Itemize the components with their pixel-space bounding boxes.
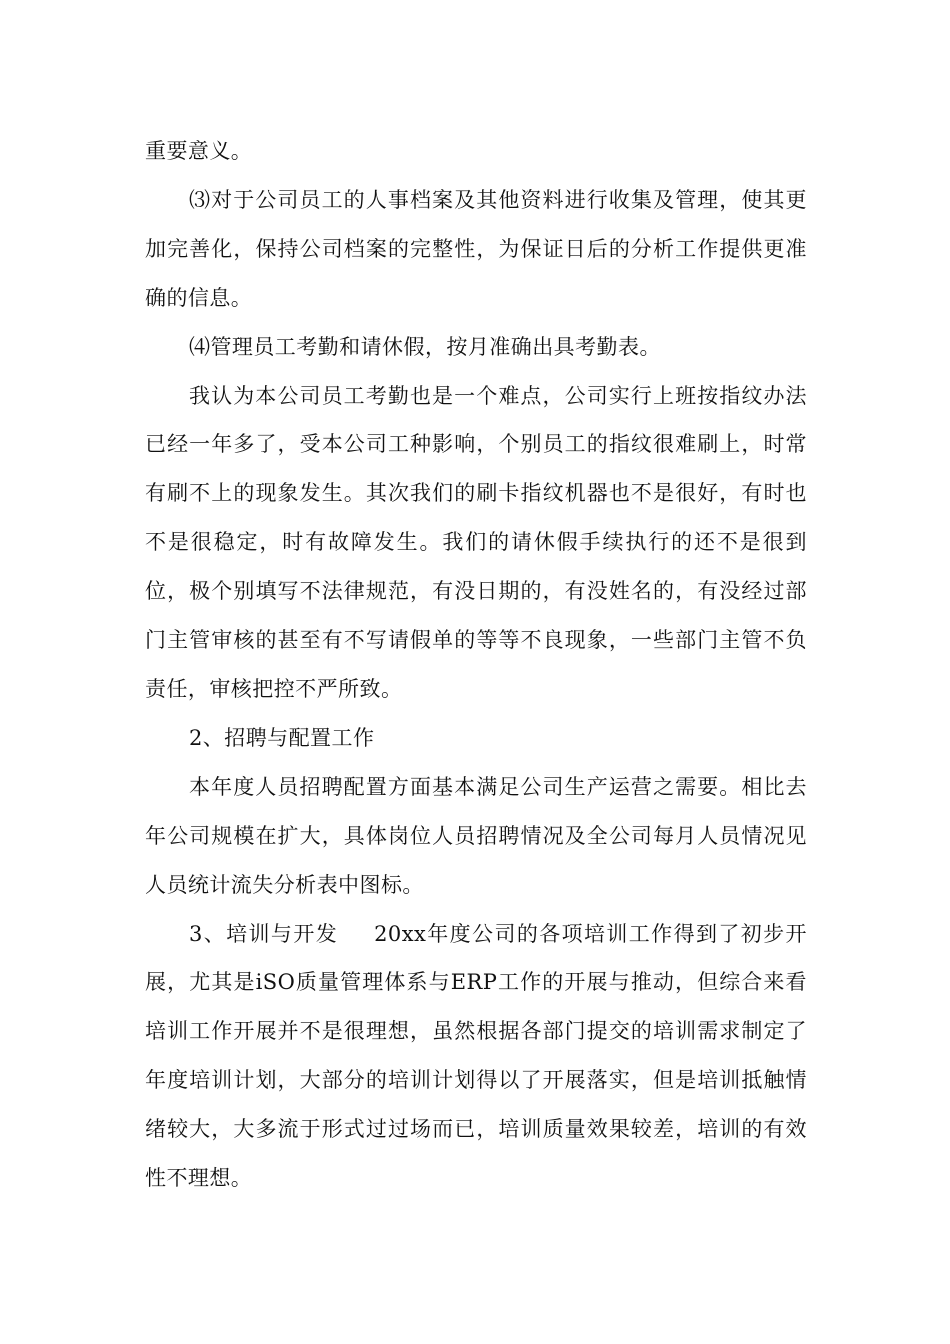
paragraph-continuation: 重要意义。 <box>145 139 253 163</box>
section-heading-training: 3、培训与开发 <box>189 921 339 946</box>
paragraph-training <box>145 910 807 1203</box>
paragraph-item-3: ⑶对于公司员工的人事档案及其他资料进行收集及管理，使其更加完善化，保持公司档案的完整性，为保证日后的分析工作提供更准确的信息。 <box>145 187 807 310</box>
paragraph-item-4: ⑷管理员工考勤和请休假，按月准确出具考勤表。 <box>189 334 661 359</box>
section-heading-recruitment: 2、招聘与配置工作 <box>189 725 375 750</box>
paragraph-recruitment: 本年度人员招聘配置方面基本满足公司生产运营之需要。相比去年公司规模在扩大，具体岗位人员招聘情况及全公司每月人员情况见人员统计流失分析表中图标。 <box>145 774 807 897</box>
document-body <box>145 127 807 1203</box>
training-body: 20xx年度公司的各项培训工作得到了初步开展，尤其是iSO质量管理体系与ERP工作的开展与推动，但综合来看培训工作开展并不是很理想，虽然根据各部门提交的培训需求制定了年度培训计划，大部分的培训计划得以了开展落实，但是培训抵触情绪较大，大多流于形式过过场而已，培训质量效果较差，培训的有效性不理想。 <box>145 921 807 1191</box>
paragraph-attendance: 我认为本公司员工考勤也是一个难点，公司实行上班按指纹办法已经一年多了，受本公司工种影响，个别员工的指纹很难刷上，时常有刷不上的现象发生。其次我们的刷卡指纹机器也不是很好，有时也不是很稳定，时有故障发生。我们的请休假手续执行的还不是很到位，极个别填写不法律规范，有没日期的，有没姓名的，有没经过部门主管审核的甚至有不写请假单的等等不良现象，一些部门主管不负责任，审核把控不严所致。 <box>145 383 807 701</box>
